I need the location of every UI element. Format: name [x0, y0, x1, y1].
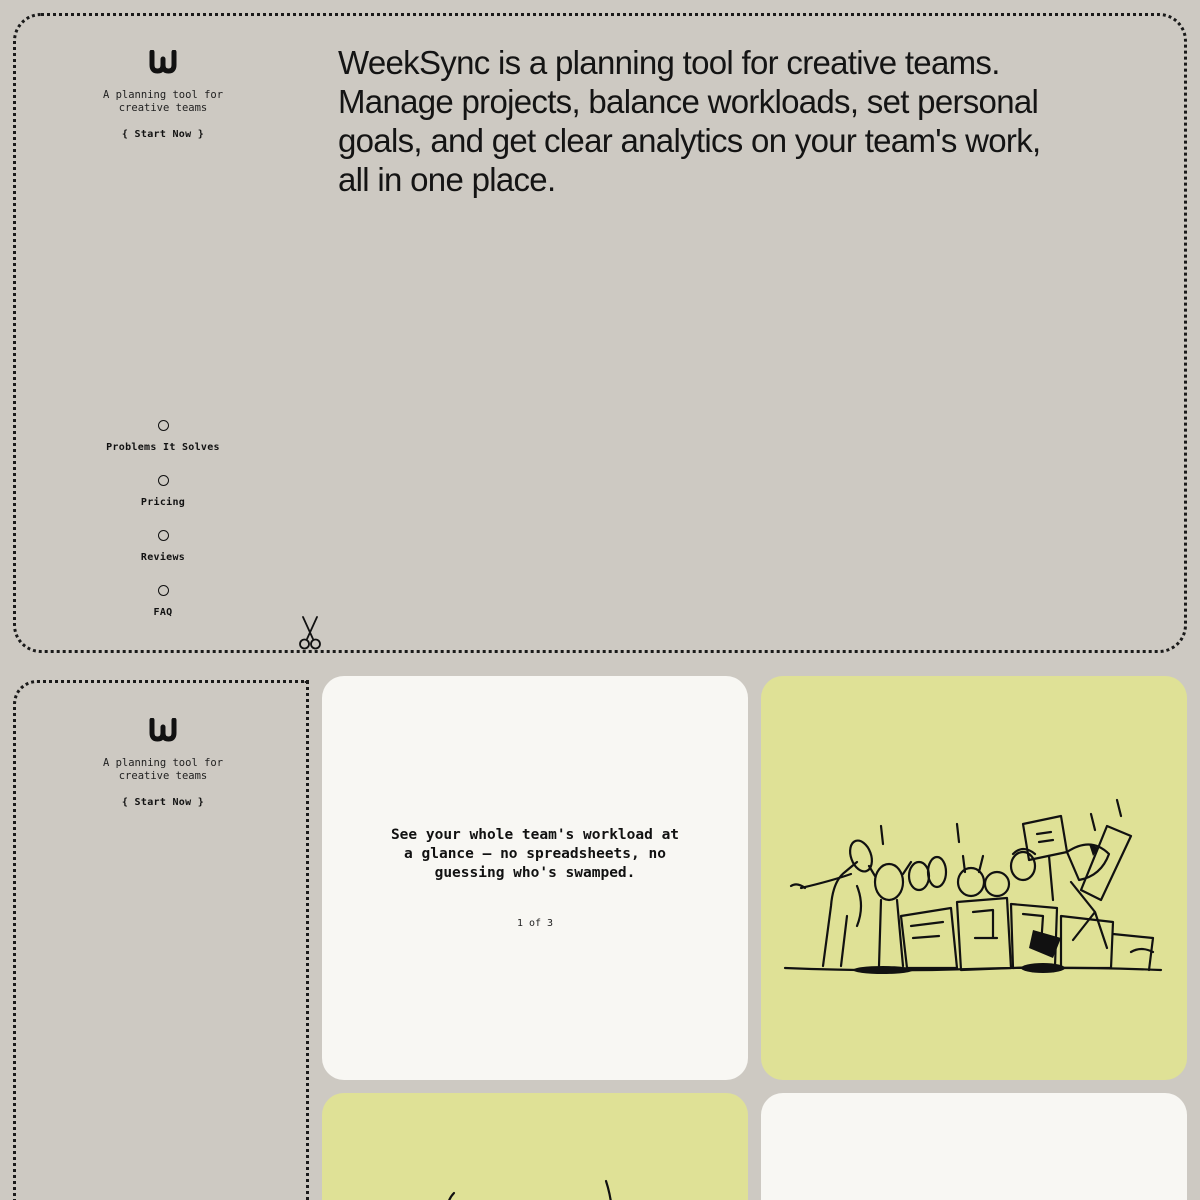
- brand-tagline: [63, 89, 263, 115]
- start-now-button[interactable]: { Start Now }: [121, 797, 205, 808]
- illustration-card: [761, 676, 1187, 1080]
- hero-headline-line: goals, and get clear analytics on your team's work,: [338, 122, 1041, 159]
- scissors-icon: [296, 615, 324, 651]
- nav-item-label[interactable]: Reviews: [140, 552, 186, 563]
- hero-headline: [338, 43, 1128, 199]
- brand-tagline-line: creative teams: [118, 770, 208, 782]
- hero-panel: [13, 13, 1187, 653]
- nav-item-label[interactable]: FAQ: [153, 607, 173, 618]
- feature-slide-card[interactable]: [322, 676, 748, 1080]
- weeksync-w-logo-icon[interactable]: [149, 718, 177, 742]
- feature-slide-line: guessing who's swamped.: [434, 865, 636, 881]
- feature-slide-line: See your whole team's workload at: [390, 827, 680, 843]
- slide-counter: 1 of 3: [516, 918, 554, 929]
- illustration-card: [322, 1093, 748, 1200]
- section-nav: [63, 420, 263, 640]
- start-now-button[interactable]: { Start Now }: [121, 129, 205, 140]
- brand-tagline-line: A planning tool for: [102, 757, 224, 769]
- sticky-sidebar-panel: [13, 680, 309, 1200]
- brand-block: [63, 718, 263, 808]
- radio-circle-icon[interactable]: [158, 420, 169, 431]
- radio-circle-icon[interactable]: [158, 530, 169, 541]
- radio-circle-icon[interactable]: [158, 475, 169, 486]
- nav-item-pricing[interactable]: [63, 475, 263, 530]
- feature-slide-card[interactable]: [761, 1093, 1187, 1200]
- nav-item-label[interactable]: Problems It Solves: [106, 442, 220, 453]
- feature-slide-line: a glance — no spreadsheets, no: [404, 846, 666, 862]
- hero-headline-line: WeekSync is a planning tool for creative teams.: [338, 44, 1000, 81]
- nav-item-faq[interactable]: [63, 585, 263, 640]
- nav-item-problems[interactable]: [63, 420, 263, 475]
- brand-tagline-line: A planning tool for: [102, 89, 224, 101]
- cartoon-illustration: [322, 1093, 748, 1200]
- nav-item-label[interactable]: Pricing: [140, 497, 186, 508]
- brand-tagline: [63, 757, 263, 783]
- crowded-team-cartoon-illustration: [761, 676, 1187, 1080]
- brand-tagline-line: creative teams: [118, 102, 208, 114]
- nav-item-reviews[interactable]: [63, 530, 263, 585]
- hero-headline-line: Manage projects, balance workloads, set personal: [338, 83, 1039, 120]
- brand-block: [63, 50, 263, 140]
- feature-slide-text: [372, 826, 698, 883]
- weeksync-w-logo-icon[interactable]: [149, 50, 177, 74]
- radio-circle-icon[interactable]: [158, 585, 169, 596]
- hero-headline-line: all in one place.: [338, 161, 556, 198]
